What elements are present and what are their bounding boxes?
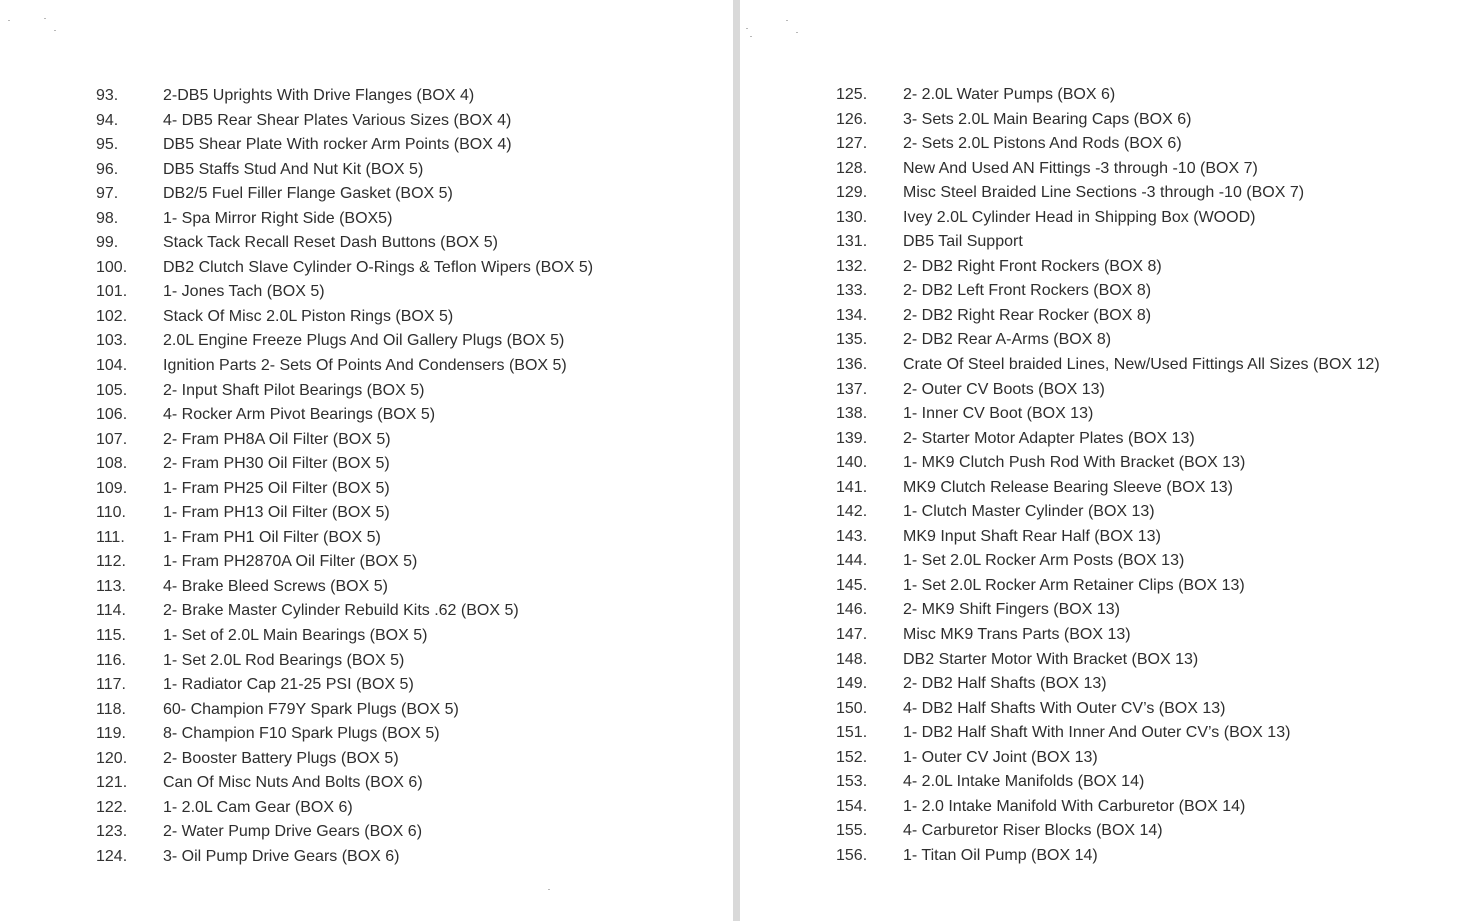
item-number: 125. bbox=[836, 86, 868, 103]
list-item bbox=[96, 231, 593, 256]
list-item bbox=[836, 206, 1380, 231]
list-item bbox=[96, 722, 593, 747]
list-item bbox=[836, 476, 1380, 501]
item-number: 96. bbox=[96, 160, 119, 178]
list-item bbox=[836, 819, 1380, 844]
list-item bbox=[96, 673, 593, 698]
list-item bbox=[96, 624, 593, 649]
item-description: 1- MK9 Clutch Push Rod With Bracket (BOX 13) bbox=[903, 454, 1246, 472]
list-item bbox=[96, 403, 593, 428]
item-number: 100. bbox=[96, 258, 128, 276]
item-number: 120. bbox=[96, 749, 128, 767]
item-number: 134. bbox=[836, 306, 868, 324]
list-item bbox=[836, 108, 1380, 133]
list-item bbox=[96, 820, 593, 845]
item-description: Stack Tack Recall Reset Dash Buttons (BOX 5) bbox=[163, 234, 498, 252]
list-item bbox=[96, 575, 593, 600]
item-number: 103. bbox=[96, 332, 128, 350]
item-description: 2- Water Pump Drive Gears (BOX 6) bbox=[163, 823, 423, 841]
item-description: 8- Champion F10 Spark Plugs (BOX 5) bbox=[163, 725, 440, 743]
item-description: 3- Sets 2.0L Main Bearing Caps (BOX 6) bbox=[903, 110, 1192, 128]
item-description: New And Used AN Fittings -3 through -10 (BOX 7) bbox=[903, 159, 1258, 177]
list-item bbox=[836, 451, 1380, 476]
item-number: 145. bbox=[836, 576, 868, 594]
list-item bbox=[836, 304, 1380, 329]
list-item bbox=[96, 256, 593, 281]
list-item bbox=[836, 549, 1380, 574]
item-number: 99. bbox=[96, 234, 119, 252]
item-description: 1- Fram PH2870A Oil Filter (BOX 5) bbox=[163, 553, 418, 571]
item-description: 1- Fram PH1 Oil Filter (BOX 5) bbox=[163, 528, 381, 546]
list-item bbox=[836, 574, 1380, 599]
item-number: 139. bbox=[836, 429, 868, 447]
list-item bbox=[836, 353, 1380, 378]
item-description: 2- DB2 Right Front Rockers (BOX 8) bbox=[903, 257, 1162, 275]
item-description: 4- Brake Bleed Screws (BOX 5) bbox=[163, 577, 388, 595]
item-description: 2- 2.0L Water Pumps (BOX 6) bbox=[903, 86, 1116, 103]
list-item bbox=[836, 157, 1380, 182]
list-item bbox=[96, 452, 593, 477]
item-number: 130. bbox=[836, 208, 868, 226]
list-item bbox=[836, 697, 1380, 722]
item-description: DB5 Staffs Stud And Nut Kit (BOX 5) bbox=[163, 160, 424, 178]
item-description: 1- Set of 2.0L Main Bearings (BOX 5) bbox=[163, 627, 428, 645]
item-number: 111. bbox=[96, 528, 125, 546]
page-gutter bbox=[733, 0, 740, 921]
list-item bbox=[96, 207, 593, 232]
item-description: 1- 2.0L Cam Gear (BOX 6) bbox=[163, 798, 353, 816]
list-item bbox=[836, 83, 1380, 108]
item-number: 126. bbox=[836, 110, 868, 128]
item-description: Can Of Misc Nuts And Bolts (BOX 6) bbox=[163, 774, 423, 792]
list-item bbox=[96, 599, 593, 624]
item-description: 2-DB5 Uprights With Drive Flanges (BOX 4) bbox=[163, 87, 475, 104]
item-description: 2.0L Engine Freeze Plugs And Oil Gallery Plugs (BOX 5) bbox=[163, 332, 565, 350]
item-number: 108. bbox=[96, 455, 128, 473]
parts-list-right bbox=[836, 83, 1380, 869]
item-description: 1- Outer CV Joint (BOX 13) bbox=[903, 748, 1098, 766]
item-description: 1- Inner CV Boot (BOX 13) bbox=[903, 405, 1094, 423]
item-number: 133. bbox=[836, 282, 868, 300]
item-number: 146. bbox=[836, 601, 868, 619]
item-description: 4- DB2 Half Shafts With Outer CV’s (BOX 13) bbox=[903, 699, 1226, 717]
list-item bbox=[836, 672, 1380, 697]
item-number: 132. bbox=[836, 257, 868, 275]
list-item bbox=[836, 746, 1380, 771]
list-item bbox=[836, 648, 1380, 673]
list-item bbox=[836, 378, 1380, 403]
list-item bbox=[96, 747, 593, 772]
list-item bbox=[836, 500, 1380, 525]
item-number: 112. bbox=[96, 553, 126, 571]
item-description: 1- 2.0 Intake Manifold With Carburetor (BOX 14) bbox=[903, 797, 1246, 815]
item-description: MK9 Input Shaft Rear Half (BOX 13) bbox=[903, 527, 1161, 545]
item-description: 4- 2.0L Intake Manifolds (BOX 14) bbox=[903, 773, 1145, 791]
item-number: 97. bbox=[96, 185, 119, 203]
list-item bbox=[836, 230, 1380, 255]
list-item bbox=[96, 280, 593, 305]
list-item bbox=[96, 379, 593, 404]
item-number: 136. bbox=[836, 356, 868, 374]
scan-speck bbox=[8, 20, 10, 21]
item-number: 101. bbox=[96, 283, 128, 301]
item-number: 98. bbox=[96, 209, 119, 227]
item-description: 2- DB2 Rear A-Arms (BOX 8) bbox=[903, 331, 1112, 349]
item-number: 113. bbox=[96, 577, 126, 595]
item-description: 2- DB2 Left Front Rockers (BOX 8) bbox=[903, 282, 1152, 300]
item-number: 135. bbox=[836, 331, 868, 349]
item-number: 138. bbox=[836, 405, 868, 423]
item-number: 152. bbox=[836, 748, 868, 766]
item-description: 1- Clutch Master Cylinder (BOX 13) bbox=[903, 503, 1155, 521]
item-number: 118. bbox=[96, 700, 126, 718]
scan-speck bbox=[746, 28, 748, 29]
list-item bbox=[96, 698, 593, 723]
item-number: 131. bbox=[836, 233, 868, 251]
item-number: 156. bbox=[836, 846, 868, 864]
item-description: 1- Jones Tach (BOX 5) bbox=[163, 283, 325, 301]
item-description: Stack Of Misc 2.0L Piston Rings (BOX 5) bbox=[163, 307, 454, 325]
list-item bbox=[96, 477, 593, 502]
list-item bbox=[96, 182, 593, 207]
list-item bbox=[96, 329, 593, 354]
right-page bbox=[740, 0, 1472, 921]
scan-speck bbox=[548, 889, 550, 890]
item-description: 4- DB5 Rear Shear Plates Various Sizes (BOX 4) bbox=[163, 111, 512, 129]
item-description: 4- Rocker Arm Pivot Bearings (BOX 5) bbox=[163, 406, 436, 424]
list-item bbox=[96, 133, 593, 158]
scan-speck bbox=[54, 30, 56, 31]
item-number: 121. bbox=[96, 774, 128, 792]
item-number: 142. bbox=[836, 503, 868, 521]
item-number: 115. bbox=[96, 627, 126, 645]
item-description: 60- Champion F79Y Spark Plugs (BOX 5) bbox=[163, 700, 459, 718]
item-description: Misc MK9 Trans Parts (BOX 13) bbox=[903, 626, 1131, 644]
item-description: 1- Spa Mirror Right Side (BOX5) bbox=[163, 209, 393, 227]
list-item bbox=[836, 721, 1380, 746]
list-item bbox=[96, 649, 593, 674]
item-number: 119. bbox=[96, 725, 126, 743]
list-item bbox=[836, 255, 1380, 280]
item-number: 106. bbox=[96, 406, 128, 424]
item-description: DB2/5 Fuel Filler Flange Gasket (BOX 5) bbox=[163, 185, 453, 203]
item-number: 144. bbox=[836, 552, 868, 570]
item-description: 1- Set 2.0L Rod Bearings (BOX 5) bbox=[163, 651, 405, 669]
item-description: 3- Oil Pump Drive Gears (BOX 6) bbox=[163, 847, 400, 865]
item-number: 105. bbox=[96, 381, 128, 399]
item-description: 2- Brake Master Cylinder Rebuild Kits .62 (BOX 5) bbox=[163, 602, 519, 620]
list-item bbox=[96, 305, 593, 330]
item-description: 2- Starter Motor Adapter Plates (BOX 13) bbox=[903, 429, 1195, 447]
item-number: 151. bbox=[836, 724, 868, 742]
item-description: 2- Booster Battery Plugs (BOX 5) bbox=[163, 749, 399, 767]
item-description: 2- Outer CV Boots (BOX 13) bbox=[903, 380, 1105, 398]
item-description: DB5 Tail Support bbox=[903, 233, 1023, 251]
scan-speck bbox=[44, 18, 46, 19]
item-number: 93. bbox=[96, 87, 119, 104]
item-number: 148. bbox=[836, 650, 868, 668]
item-number: 117. bbox=[96, 676, 126, 694]
item-description: Ivey 2.0L Cylinder Head in Shipping Box (WOOD) bbox=[903, 208, 1256, 226]
list-item bbox=[836, 181, 1380, 206]
list-item bbox=[96, 796, 593, 821]
item-number: 110. bbox=[96, 504, 126, 522]
item-description: 1- Fram PH13 Oil Filter (BOX 5) bbox=[163, 504, 390, 522]
list-item bbox=[836, 427, 1380, 452]
item-description: MK9 Clutch Release Bearing Sleeve (BOX 13) bbox=[903, 478, 1233, 496]
item-description: 2- DB2 Right Rear Rocker (BOX 8) bbox=[903, 306, 1152, 324]
item-number: 107. bbox=[96, 430, 128, 448]
list-item bbox=[96, 526, 593, 551]
item-number: 137. bbox=[836, 380, 868, 398]
item-description: 2- DB2 Half Shafts (BOX 13) bbox=[903, 675, 1107, 693]
list-item bbox=[836, 844, 1380, 869]
item-number: 104. bbox=[96, 357, 128, 375]
item-number: 154. bbox=[836, 797, 868, 815]
scan-speck bbox=[796, 32, 798, 33]
item-number: 140. bbox=[836, 454, 868, 472]
item-number: 95. bbox=[96, 136, 119, 154]
list-item bbox=[96, 84, 593, 109]
list-item bbox=[836, 770, 1380, 795]
item-description: 1- Radiator Cap 21-25 PSI (BOX 5) bbox=[163, 676, 414, 694]
list-item bbox=[836, 132, 1380, 157]
item-description: Misc Steel Braided Line Sections -3 through -10 (BOX 7) bbox=[903, 184, 1305, 202]
item-number: 143. bbox=[836, 527, 868, 545]
scan-speck bbox=[750, 36, 752, 37]
item-description: 1- Set 2.0L Rocker Arm Retainer Clips (BOX 13) bbox=[903, 576, 1245, 594]
list-item bbox=[96, 158, 593, 183]
list-item bbox=[836, 525, 1380, 550]
list-item bbox=[96, 354, 593, 379]
item-number: 141. bbox=[836, 478, 868, 496]
item-description: 2- Fram PH8A Oil Filter (BOX 5) bbox=[163, 430, 391, 448]
item-number: 150. bbox=[836, 699, 868, 717]
item-description: 2- MK9 Shift Fingers (BOX 13) bbox=[903, 601, 1120, 619]
item-number: 122. bbox=[96, 798, 128, 816]
left-page bbox=[0, 0, 733, 921]
item-number: 124. bbox=[96, 847, 128, 865]
item-number: 94. bbox=[96, 111, 119, 129]
item-number: 116. bbox=[96, 651, 126, 669]
item-number: 123. bbox=[96, 823, 128, 841]
item-description: 1- Fram PH25 Oil Filter (BOX 5) bbox=[163, 479, 390, 497]
item-number: 155. bbox=[836, 822, 868, 840]
item-number: 129. bbox=[836, 184, 868, 202]
list-item bbox=[96, 501, 593, 526]
item-description: 1- DB2 Half Shaft With Inner And Outer CV’s (BOX 13) bbox=[903, 724, 1291, 742]
list-item bbox=[96, 550, 593, 575]
item-number: 102. bbox=[96, 307, 128, 325]
list-item bbox=[836, 279, 1380, 304]
list-item bbox=[836, 598, 1380, 623]
list-item bbox=[96, 771, 593, 796]
item-description: 1- Set 2.0L Rocker Arm Posts (BOX 13) bbox=[903, 552, 1185, 570]
list-item bbox=[96, 845, 593, 870]
item-number: 153. bbox=[836, 773, 868, 791]
item-number: 147. bbox=[836, 626, 868, 644]
item-description: 2- Fram PH30 Oil Filter (BOX 5) bbox=[163, 455, 390, 473]
list-item bbox=[96, 428, 593, 453]
list-item bbox=[836, 795, 1380, 820]
item-number: 128. bbox=[836, 159, 868, 177]
item-number: 109. bbox=[96, 479, 128, 497]
item-description: 2- Input Shaft Pilot Bearings (BOX 5) bbox=[163, 381, 425, 399]
scan-speck bbox=[786, 20, 788, 21]
item-description: DB2 Starter Motor With Bracket (BOX 13) bbox=[903, 650, 1199, 668]
item-number: 114. bbox=[96, 602, 126, 620]
parts-list-left bbox=[96, 84, 593, 870]
item-description: 1- Titan Oil Pump (BOX 14) bbox=[903, 846, 1098, 864]
item-description: 4- Carburetor Riser Blocks (BOX 14) bbox=[903, 822, 1163, 840]
item-number: 149. bbox=[836, 675, 868, 693]
item-description: DB5 Shear Plate With rocker Arm Points (BOX 4) bbox=[163, 136, 512, 154]
list-item bbox=[96, 109, 593, 134]
list-item bbox=[836, 402, 1380, 427]
item-description: Ignition Parts 2- Sets Of Points And Condensers (BOX 5) bbox=[163, 357, 567, 375]
list-item bbox=[836, 328, 1380, 353]
item-description: 2- Sets 2.0L Pistons And Rods (BOX 6) bbox=[903, 135, 1182, 153]
item-number: 127. bbox=[836, 135, 868, 153]
list-item bbox=[836, 623, 1380, 648]
item-description: Crate Of Steel braided Lines, New/Used Fittings All Sizes (BOX 12) bbox=[903, 356, 1380, 374]
item-description: DB2 Clutch Slave Cylinder O-Rings & Teflon Wipers (BOX 5) bbox=[163, 258, 594, 276]
